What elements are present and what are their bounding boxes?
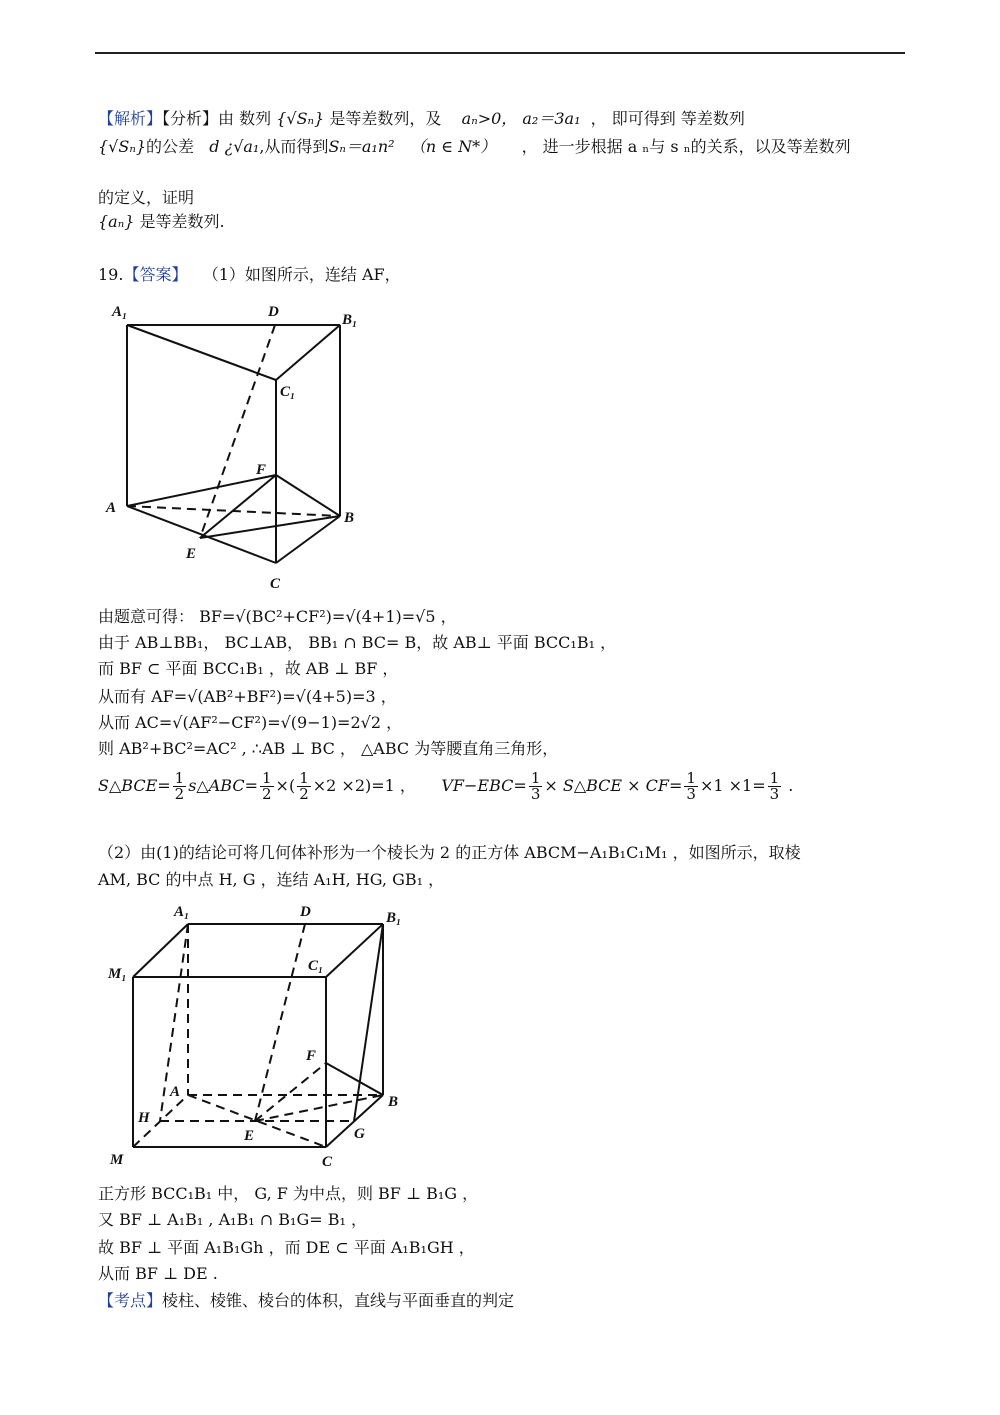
numerator: 1	[769, 769, 780, 787]
label-b: B	[388, 1094, 399, 1110]
paren: ×(	[275, 776, 296, 795]
numerator: 1	[686, 769, 696, 787]
part1-intro: （1）如图所示，连结 AF，	[202, 265, 401, 284]
label-d: D	[268, 304, 279, 320]
condition-an-positive: aₙ>0，	[461, 109, 518, 128]
n-condition: （n ∈ N*）	[409, 137, 497, 156]
figure-cube	[100, 900, 420, 1179]
label-e: E	[186, 546, 197, 562]
label-m1: M₁	[108, 966, 127, 982]
label-a: A	[170, 1084, 181, 1100]
part2-step-1: 正方形 BCC₁B₁ 中， G, F 为中点，则 BF ⊥ B₁G ，	[98, 1184, 479, 1203]
denominator: 2	[261, 785, 272, 803]
seq-sqrt-s: {√Sₙ}	[98, 137, 146, 156]
kaodian-tag: 【考点】	[98, 1291, 163, 1310]
analysis-fenxi-tag: 【分析】	[162, 109, 219, 128]
edge-bc	[276, 516, 340, 563]
denominator: 2	[299, 785, 309, 803]
condition-a2: a₂＝3a₁	[522, 109, 581, 128]
volume-mid2: ×1 ×1=	[699, 776, 766, 795]
label-c: C	[270, 576, 281, 592]
hidden-de	[255, 924, 305, 1121]
sn-formula: Sₙ＝a₁n²	[328, 137, 395, 156]
seq-sqrt-s: {√Sₙ}	[276, 109, 325, 128]
volume-line	[98, 768, 793, 804]
fraction-half	[297, 771, 311, 802]
analysis-text: ， 进一步根据 a ₙ与 s ₙ的关系，以及等差数列	[521, 137, 851, 156]
volume-end: .	[783, 776, 794, 795]
cube-edge-m1a1	[133, 924, 188, 977]
volume-f-ebc: VF−EBC=	[441, 776, 527, 795]
denominator: 3	[686, 785, 696, 803]
analysis-text: ， 即可得到 等差数列	[590, 109, 745, 128]
label-b1: B₁	[342, 312, 358, 328]
label-b: B	[344, 510, 355, 526]
area-bce: S△BCE=	[98, 776, 171, 795]
edge-fb	[276, 475, 340, 516]
hidden-ef	[255, 1063, 326, 1121]
numerator: 1	[174, 769, 185, 787]
edge-ac	[127, 506, 276, 563]
analysis-tag: 【解析】	[98, 109, 163, 128]
label-f: F	[306, 1048, 317, 1064]
label-c: C	[322, 1154, 333, 1170]
label-d: D	[300, 904, 311, 920]
edge-fb	[326, 1063, 383, 1095]
label-a1: A₁	[112, 304, 128, 320]
step-1: 由题意可得： BF=√(BC²+CF²)=√(4+1)=√5 ，	[98, 607, 457, 626]
numerator: 1	[299, 769, 309, 787]
q19-header	[98, 264, 401, 286]
part2-line-1: （2）由(1)的结论可将几何体补形为一个棱长为 2 的正方体 ABCM−A₁B₁C₁M₁ ，如图所示，取棱	[98, 843, 801, 862]
answer-tag: 【答案】	[123, 265, 188, 284]
edge-ab-hidden	[127, 506, 340, 516]
label-h: H	[138, 1110, 150, 1126]
label-c1: C₁	[308, 958, 324, 974]
denominator: 3	[769, 785, 780, 803]
label-e: E	[244, 1128, 255, 1144]
analysis-line-1	[98, 108, 745, 130]
part2-step-4: 从而 BF ⊥ DE .	[98, 1264, 218, 1283]
edge-a1c1	[127, 325, 276, 380]
edge-af	[127, 475, 276, 506]
analysis-text: 是等差数列.	[139, 212, 225, 231]
label-a: A	[106, 500, 117, 516]
fraction-third	[529, 771, 543, 802]
analysis-text: ,从而得到	[259, 137, 329, 156]
denominator: 2	[174, 785, 185, 803]
denominator: 3	[530, 785, 541, 803]
figure-prism	[100, 298, 380, 602]
analysis-text: 的公差	[146, 137, 195, 156]
step-3: 而 BF ⊂ 平面 BCC₁B₁ ，故 AB ⊥ BF ，	[98, 659, 399, 678]
analysis-text: 由 数列	[218, 109, 272, 128]
label-g: G	[354, 1126, 365, 1142]
analysis-text: 是等差数列，及	[329, 109, 442, 128]
analysis-line-4	[98, 211, 225, 233]
area-abc: s△ABC=	[188, 776, 258, 795]
analysis-line-2	[98, 136, 851, 158]
analysis-line-3: 的定义，证明	[98, 188, 195, 207]
fraction-third	[684, 771, 698, 802]
fraction-half	[260, 771, 274, 802]
fraction-third	[768, 771, 782, 802]
label-f: F	[256, 462, 267, 478]
volume-mid: × S△BCE × CF=	[544, 776, 683, 795]
cube-edge-c1b1	[326, 924, 383, 977]
part2-step-3: 故 BF ⊥ 平面 A₁B₁Gh ，而 DE ⊂ 平面 A₁B₁GH ，	[98, 1238, 475, 1257]
part2-step-2: 又 BF ⊥ A₁B₁ , A₁B₁ ∩ B₁G= B₁ ，	[98, 1210, 367, 1229]
header-rule	[95, 52, 905, 54]
seq-a-n: {aₙ}	[98, 212, 135, 231]
area-result: ×2 ×2)=1 ，	[312, 776, 416, 795]
numerator: 1	[530, 769, 541, 787]
step-2: 由于 AB⊥BB₁， BC⊥AB， BB₁ ∩ BC= B，故 AB⊥ 平面 BCC₁B₁ ，	[98, 633, 617, 652]
label-c1: C₁	[280, 384, 296, 400]
common-difference: d ¿√a₁	[209, 137, 260, 156]
label-a1: A₁	[174, 904, 190, 920]
part2-line-2: AM, BC 的中点 H, G ，连结 A₁H, HG, GB₁ ，	[98, 870, 445, 889]
question-number: 19.	[98, 265, 124, 284]
label-b1: B₁	[386, 910, 402, 926]
step-5: 从而 AC=√(AF²−CF²)=√(9−1)=2√2 ，	[98, 713, 403, 732]
hidden-eb	[255, 1095, 383, 1121]
label-m: M	[110, 1152, 124, 1168]
step-4: 从而有 AF=√(AB²+BF²)=√(4+5)=3 ，	[98, 687, 397, 706]
fraction-half	[173, 771, 187, 802]
kaodian-text: 棱柱、棱锥、棱台的体积，直线与平面垂直的判定	[162, 1291, 515, 1310]
edge-b1c1	[276, 325, 340, 380]
numerator: 1	[261, 769, 272, 787]
step-6: 则 AB²+BC²=AC² , ∴AB ⊥ BC ， △ABC 为等腰直角三角形，	[98, 739, 559, 758]
kaodian-line	[98, 1290, 514, 1312]
